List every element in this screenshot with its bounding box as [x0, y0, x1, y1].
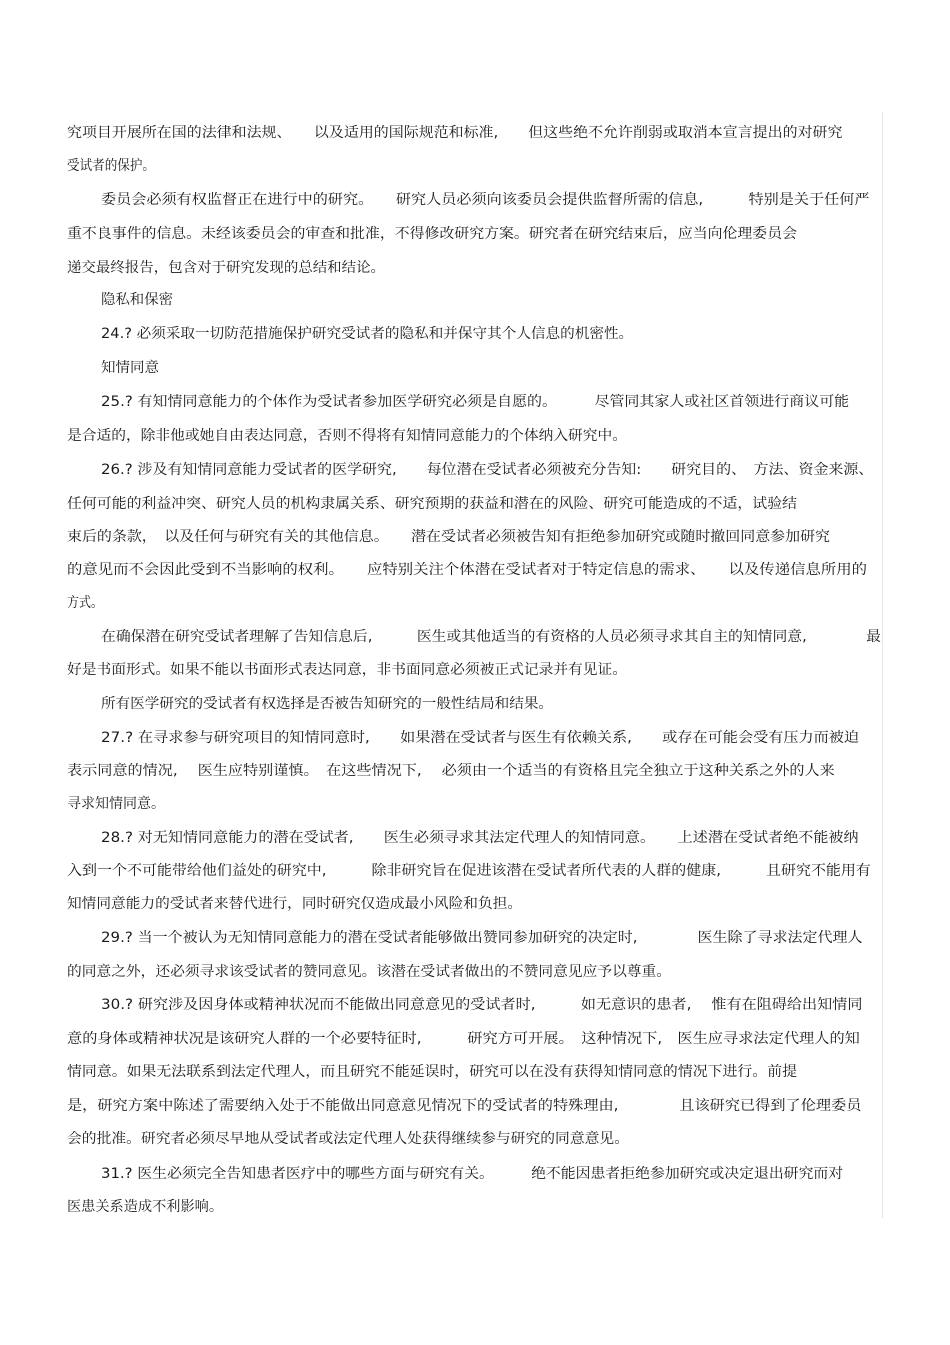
text-line: 是合适的，除非他或她自由表达同意，否则不得将有知情同意能力的个体纳入研究中。 [67, 428, 627, 444]
text-line: 知情同意能力的受试者来替代进行，同时研究仅造成最小风险和负担。 [67, 896, 522, 912]
text-line: 31.? 医生必须完全告知患者医疗中的哪些方面与研究有关。 绝不能因患者拒绝参加研究或决定退出研究而对 [101, 1166, 844, 1182]
text-line: 入到一个不可能带给他们益处的研究中, 除非研究旨在促进该潜在受试者所代表的人群的健康, 且研究不能用有 [67, 863, 871, 879]
text-line: 在确保潜在研究受试者理解了告知信息后, 医生或其他适当的有资格的人员必须寻求其自主的知情同意, 最 [101, 629, 881, 645]
page-right-border [882, 112, 883, 1218]
text-line: 表示同意的情况, 医生应特别谨慎。 在这些情况下, 必须由一个适当的有资格且完全独立于这种关系之外的人来 [67, 763, 835, 779]
text-line: 束后的条款， 以及任何与研究有关的其他信息。 潜在受试者必须被告知有拒绝参加研究或随时撤回同意参加研究 [67, 529, 830, 545]
text-line: 26.? 涉及有知情同意能力受试者的医学研究, 每位潜在受试者必须被充分告知: 研究目的、 方法、资金来源、 [101, 462, 874, 478]
text-line: 知情同意 [101, 360, 159, 376]
text-line: 寻求知情同意。 [67, 796, 165, 812]
text-line: 究项目开展所在国的法律和法规、 以及适用的国际规范和标准, 但这些绝不允许削弱或取消本宣言提出的对研究 [67, 125, 843, 141]
text-line: 意的身体或精神状况是该研究人群的一个必要特征时, 研究方可开展。 这种情况下, 医生应寻求法定代理人的知 [67, 1031, 860, 1047]
text-line: 递交最终报告，包含对于研究发现的总结和结论。 [67, 260, 385, 276]
text-line: 重不良事件的信息。未经该委员会的审查和批准，不得修改研究方案。研究者在研究结束后，应当向伦理委员会 [67, 226, 797, 242]
text-line: 方式。 [67, 595, 103, 611]
text-line: 好是书面形式。如果不能以书面形式表达同意，非书面同意必须被正式记录并有见证。 [67, 662, 627, 678]
text-line: 任何可能的利益冲突、研究人员的机构隶属关系、研究预期的获益和潜在的风险、研究可能造成的不适，试验结 [67, 496, 797, 512]
text-line: 27.? 在寻求参与研究项目的知情同意时, 如果潜在受试者与医生有依赖关系, 或存在可能会受有压力而被迫 [101, 730, 860, 746]
text-line: 委员会必须有权监督正在进行中的研究。 研究人员必须向该委员会提供监督所需的信息, 特别是关于任何严 [101, 192, 870, 208]
text-line: 受试者的保护。 [67, 158, 155, 174]
text-line: 情同意。如果无法联系到法定代理人，而且研究不能延误时，研究可以在没有获得知情同意的情况下进行。前提 [67, 1064, 797, 1080]
text-line: 隐私和保密 [101, 292, 173, 308]
text-line: 的意见而不会因此受到不当影响的权利。 应特别关注个体潜在受试者对于特定信息的需求、 以及传递信息所用的 [67, 562, 868, 578]
text-line: 是，研究方案中陈述了需要纳入处于不能做出同意意见情况下的受试者的特殊理由, 且该研究已得到了伦理委员 [67, 1098, 862, 1114]
text-line: 25.? 有知情同意能力的个体作为受试者参加医学研究必须是自愿的。 尽管同其家人或社区首领进行商议可能 [101, 394, 850, 410]
text-line: 所有医学研究的受试者有权选择是否被告知研究的一般性结局和结果。 [101, 696, 553, 712]
text-line: 的同意之外，还必须寻求该受试者的赞同意见。该潜在受试者做出的不赞同意见应予以尊重。 [67, 964, 671, 980]
text-line: 医患关系造成不利影响。 [67, 1199, 223, 1215]
text-line: 30.? 研究涉及因身体或精神状况而不能做出同意意见的受试者时, 如无意识的患者, 惟有在阻碍给出知情同 [101, 997, 863, 1013]
text-line: 会的批准。研究者必须尽早地从受试者或法定代理人处获得继续参与研究的同意意见。 [67, 1131, 629, 1147]
text-line: 28.? 对无知情同意能力的潜在受试者, 医生必须寻求其法定代理人的知情同意。 上述潜在受试者绝不能被纳 [101, 830, 859, 846]
text-line: 24.? 必须采取一切防范措施保护研究受试者的隐私和并保守其个人信息的机密性。 [101, 326, 634, 342]
text-line: 29.? 当一个被认为无知情同意能力的潜在受试者能够做出赞同参加研究的决定时, 医生除了寻求法定代理人 [101, 930, 863, 946]
